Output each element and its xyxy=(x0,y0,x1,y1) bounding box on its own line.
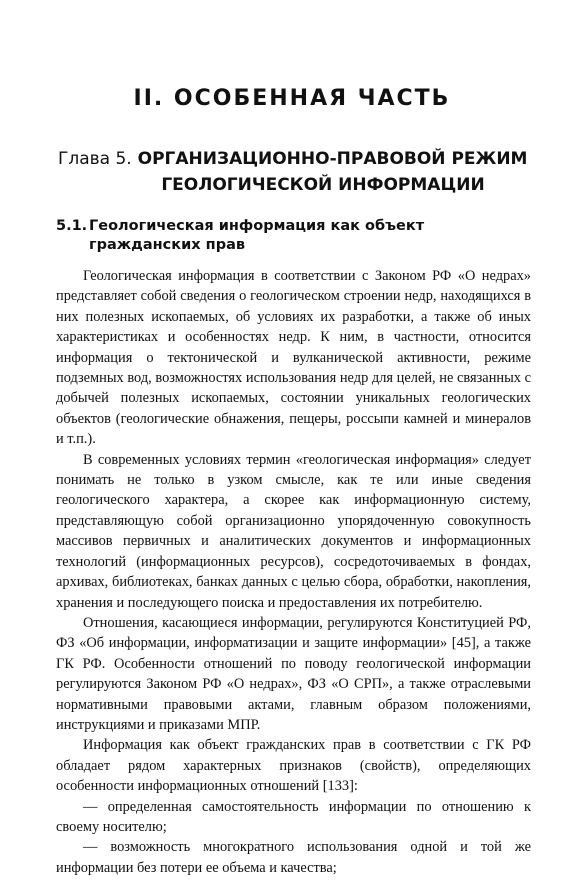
paragraph: Геологическая информация в соответствии с Законом РФ «О недрах» представляет собой сведения о геологическом строении недр, находящихся в них полезных ископаемых, об условиях их разработки, а также об иных характеристиках и особенностях недр. К ним, в частности, относится информация о тектонической и вулканической активности, режиме подземных вод, возможностях использования недр для целей, не связанных с добычей полезных ископаемых, состоянии уникальных геологических объектов (геологические обнажения, пещеры, россыпи камней и минералов и т.п.). xyxy=(56,268,531,448)
chapter-title-line2: ГЕОЛОГИЧЕСКОЙ ИНФОРМАЦИИ xyxy=(161,175,485,195)
section-title-line2: гражданских прав xyxy=(89,237,246,253)
paragraph: В современных условиях термин «геологическая информация» следует понимать не только в узком смысле, как те или иные сведения геологического характера, а скорее как информационную систему, представляющую собой организационно упорядоченную совокупность массивов первичных и аналитических документов и информационных технологий (информационных ресурсов), сосредоточиваемых в фондах, архивах, библиотеках, банках данных с целью сбора, обработки, накопления, хранения и последующего поиска и предоставления их потребителю. xyxy=(56,451,531,611)
chapter-label: Глава 5. xyxy=(58,149,132,169)
body-text xyxy=(56,266,531,878)
part-title: II. ОСОБЕННАЯ ЧАСТЬ xyxy=(133,86,451,111)
section-heading xyxy=(56,217,526,255)
section-number: 5.1. xyxy=(56,218,88,234)
section-title-line1: Геологическая информация как объект xyxy=(89,218,425,234)
paragraph: Информация как объект гражданских прав в соответствии с ГК РФ обладает рядом характерных признаков (свойств), определяющих особенности информационных отношений [133]: xyxy=(56,737,531,795)
paragraph: Отношения, касающиеся информации, регулируются Конституцией РФ, ФЗ «Об информации, информатизации и защите информации» [45], а также ГК РФ. Особенности отношений по поводу геологической информации регулируются Законом РФ «О недрах», ФЗ «О СРП», а также отраслевыми нормативными правовыми актами, главным образом положениями, инструкциями и приказами МПР. xyxy=(56,614,531,733)
list-item: — возможность многократного использования одной и той же информации без потери ее объема и качества; xyxy=(56,839,531,876)
chapter-heading xyxy=(58,146,528,198)
chapter-title-line1: ОРГАНИЗАЦИОННО-ПРАВОВОЙ РЕЖИМ xyxy=(137,149,528,169)
list-item: — определенная самостоятельность информации по отношению к своему носителю; xyxy=(56,798,531,835)
